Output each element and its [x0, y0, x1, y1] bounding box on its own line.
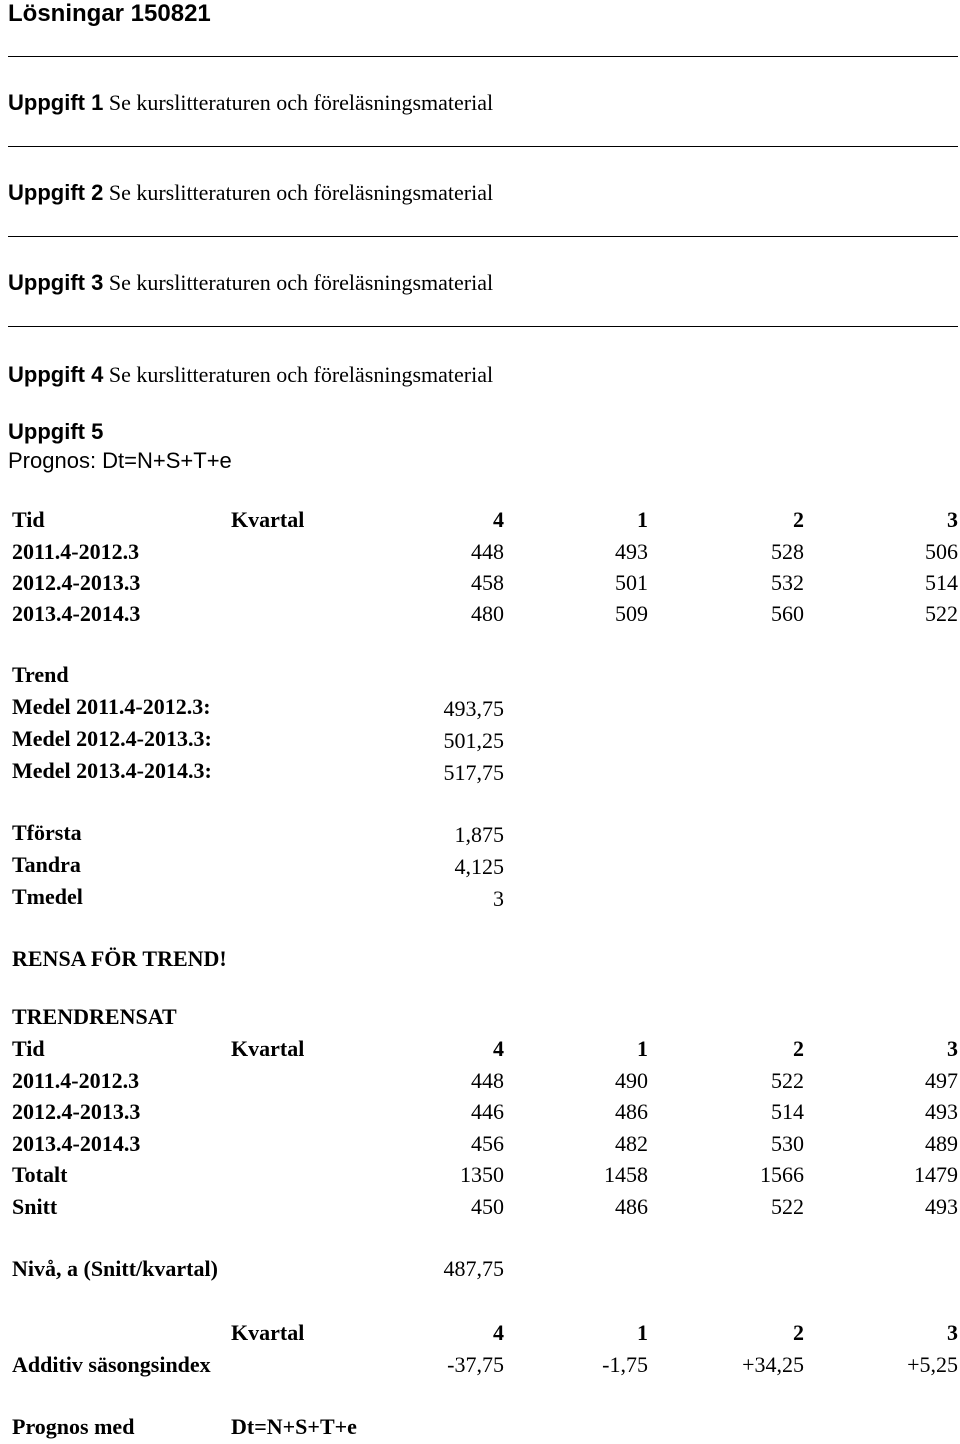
- niva-value: 487,75: [443, 1256, 504, 1281]
- table-cell: 490: [615, 1068, 648, 1093]
- season-label: Additiv säsongsindex: [12, 1352, 211, 1377]
- table-row-period: 2013.4-2014.3: [12, 601, 141, 626]
- table-row-period: 2012.4-2013.3: [12, 570, 141, 595]
- task-3: [8, 270, 493, 296]
- season-value: +34,25: [742, 1352, 804, 1377]
- table-cell: 528: [771, 539, 804, 564]
- table1-header-q: 3: [947, 507, 958, 532]
- table2-header-q: 3: [947, 1036, 958, 1061]
- table-cell: 489: [925, 1131, 958, 1156]
- table2-header-tid: Tid: [12, 1036, 45, 1061]
- table-cell: 446: [471, 1099, 504, 1124]
- task-label: Uppgift 3: [8, 270, 104, 295]
- task-text: Se kurslitteraturen och föreläsningsmaterial: [108, 362, 494, 387]
- table-cell: 486: [615, 1194, 648, 1219]
- table-cell: 522: [925, 601, 958, 626]
- table-cell: 514: [925, 570, 958, 595]
- table-cell: 501: [615, 570, 648, 595]
- trend-heading: Trend: [12, 662, 69, 687]
- t-value: 3: [493, 886, 504, 911]
- season-header-q: 4: [493, 1320, 504, 1345]
- table-row-snitt: Snitt: [12, 1194, 58, 1219]
- footer-label: Prognos med: [12, 1414, 135, 1439]
- divider: [8, 326, 958, 327]
- table1-header-q: 1: [637, 507, 648, 532]
- table-cell: 450: [471, 1194, 504, 1219]
- page-title: Lösningar 150821: [8, 0, 211, 27]
- t-label: Tandra: [12, 852, 81, 877]
- table-cell: 1566: [760, 1162, 804, 1187]
- season-value: +5,25: [907, 1352, 958, 1377]
- season-header-q: 3: [947, 1320, 958, 1345]
- task-label: Uppgift 4: [8, 362, 104, 387]
- task-5-prognos: Prognos: Dt=N+S+T+e: [8, 448, 232, 473]
- table-cell: 1458: [604, 1162, 648, 1187]
- table-row-period: 2012.4-2013.3: [12, 1099, 141, 1124]
- table-cell: 493: [925, 1194, 958, 1219]
- medel-label: Medel 2011.4-2012.3:: [12, 694, 211, 719]
- t-value: 1,875: [454, 822, 504, 847]
- task-label: Uppgift 1: [8, 90, 104, 115]
- table-cell: 456: [471, 1131, 504, 1156]
- table-cell: 493: [615, 539, 648, 564]
- t-label: Tmedel: [12, 884, 83, 909]
- table-cell: 486: [615, 1099, 648, 1124]
- table-row-period: 2013.4-2014.3: [12, 1131, 141, 1156]
- table-cell: 493: [925, 1099, 958, 1124]
- season-header-kvartal: Kvartal: [231, 1320, 305, 1345]
- table-cell: 509: [615, 601, 648, 626]
- table-cell: 530: [771, 1131, 804, 1156]
- divider: [8, 146, 958, 147]
- task-5-label: Uppgift 5: [8, 419, 104, 444]
- table-cell: 448: [471, 1068, 504, 1093]
- table1-header-kvartal: Kvartal: [231, 507, 305, 532]
- table2-header-q: 4: [493, 1036, 504, 1061]
- table-row-totalt: Totalt: [12, 1162, 68, 1187]
- task-label: Uppgift 2: [8, 180, 104, 205]
- season-header-q: 1: [637, 1320, 648, 1345]
- t-value: 4,125: [454, 854, 504, 879]
- niva-label: Nivå, a (Snitt/kvartal): [12, 1256, 218, 1281]
- task-2: [8, 180, 493, 206]
- t-label: Tförsta: [12, 820, 82, 845]
- table-cell: 532: [771, 570, 804, 595]
- medel-value: 493,75: [443, 696, 504, 721]
- table1-header-q: 2: [793, 507, 804, 532]
- table-cell: 1350: [460, 1162, 504, 1187]
- task-4: [8, 362, 493, 388]
- table-row-period: 2011.4-2012.3: [12, 1068, 140, 1093]
- table-cell: 482: [615, 1131, 648, 1156]
- divider: [8, 56, 958, 57]
- table-cell: 506: [925, 539, 958, 564]
- table-cell: 448: [471, 539, 504, 564]
- table1-header-tid: Tid: [12, 507, 45, 532]
- table2-header-q: 2: [793, 1036, 804, 1061]
- table2-header-q: 1: [637, 1036, 648, 1061]
- rensa-note: RENSA FÖR TREND!: [12, 946, 227, 971]
- table1-header-q: 4: [493, 507, 504, 532]
- task-text: Se kurslitteraturen och föreläsningsmaterial: [108, 90, 494, 115]
- table-cell: 480: [471, 601, 504, 626]
- medel-label: Medel 2012.4-2013.3:: [12, 726, 212, 751]
- table-cell: 514: [771, 1099, 804, 1124]
- season-value: -1,75: [602, 1352, 648, 1377]
- divider: [8, 236, 958, 237]
- table-cell: 522: [771, 1068, 804, 1093]
- task-text: Se kurslitteraturen och föreläsningsmaterial: [108, 270, 494, 295]
- medel-value: 517,75: [443, 760, 504, 785]
- table-row-period: 2011.4-2012.3: [12, 539, 140, 564]
- table-cell: 497: [925, 1068, 958, 1093]
- footer-formula: Dt=N+S+T+e: [231, 1414, 357, 1439]
- table-cell: 1479: [914, 1162, 958, 1187]
- table-cell: 560: [771, 601, 804, 626]
- task-text: Se kurslitteraturen och föreläsningsmaterial: [108, 180, 494, 205]
- task-1: [8, 90, 493, 116]
- table2-header-kvartal: Kvartal: [231, 1036, 305, 1061]
- table2-heading: TRENDRENSAT: [12, 1004, 177, 1029]
- season-value: -37,75: [447, 1352, 504, 1377]
- table-cell: 522: [771, 1194, 804, 1219]
- table-cell: 458: [471, 570, 504, 595]
- medel-value: 501,25: [443, 728, 504, 753]
- medel-label: Medel 2013.4-2014.3:: [12, 758, 212, 783]
- season-header-q: 2: [793, 1320, 804, 1345]
